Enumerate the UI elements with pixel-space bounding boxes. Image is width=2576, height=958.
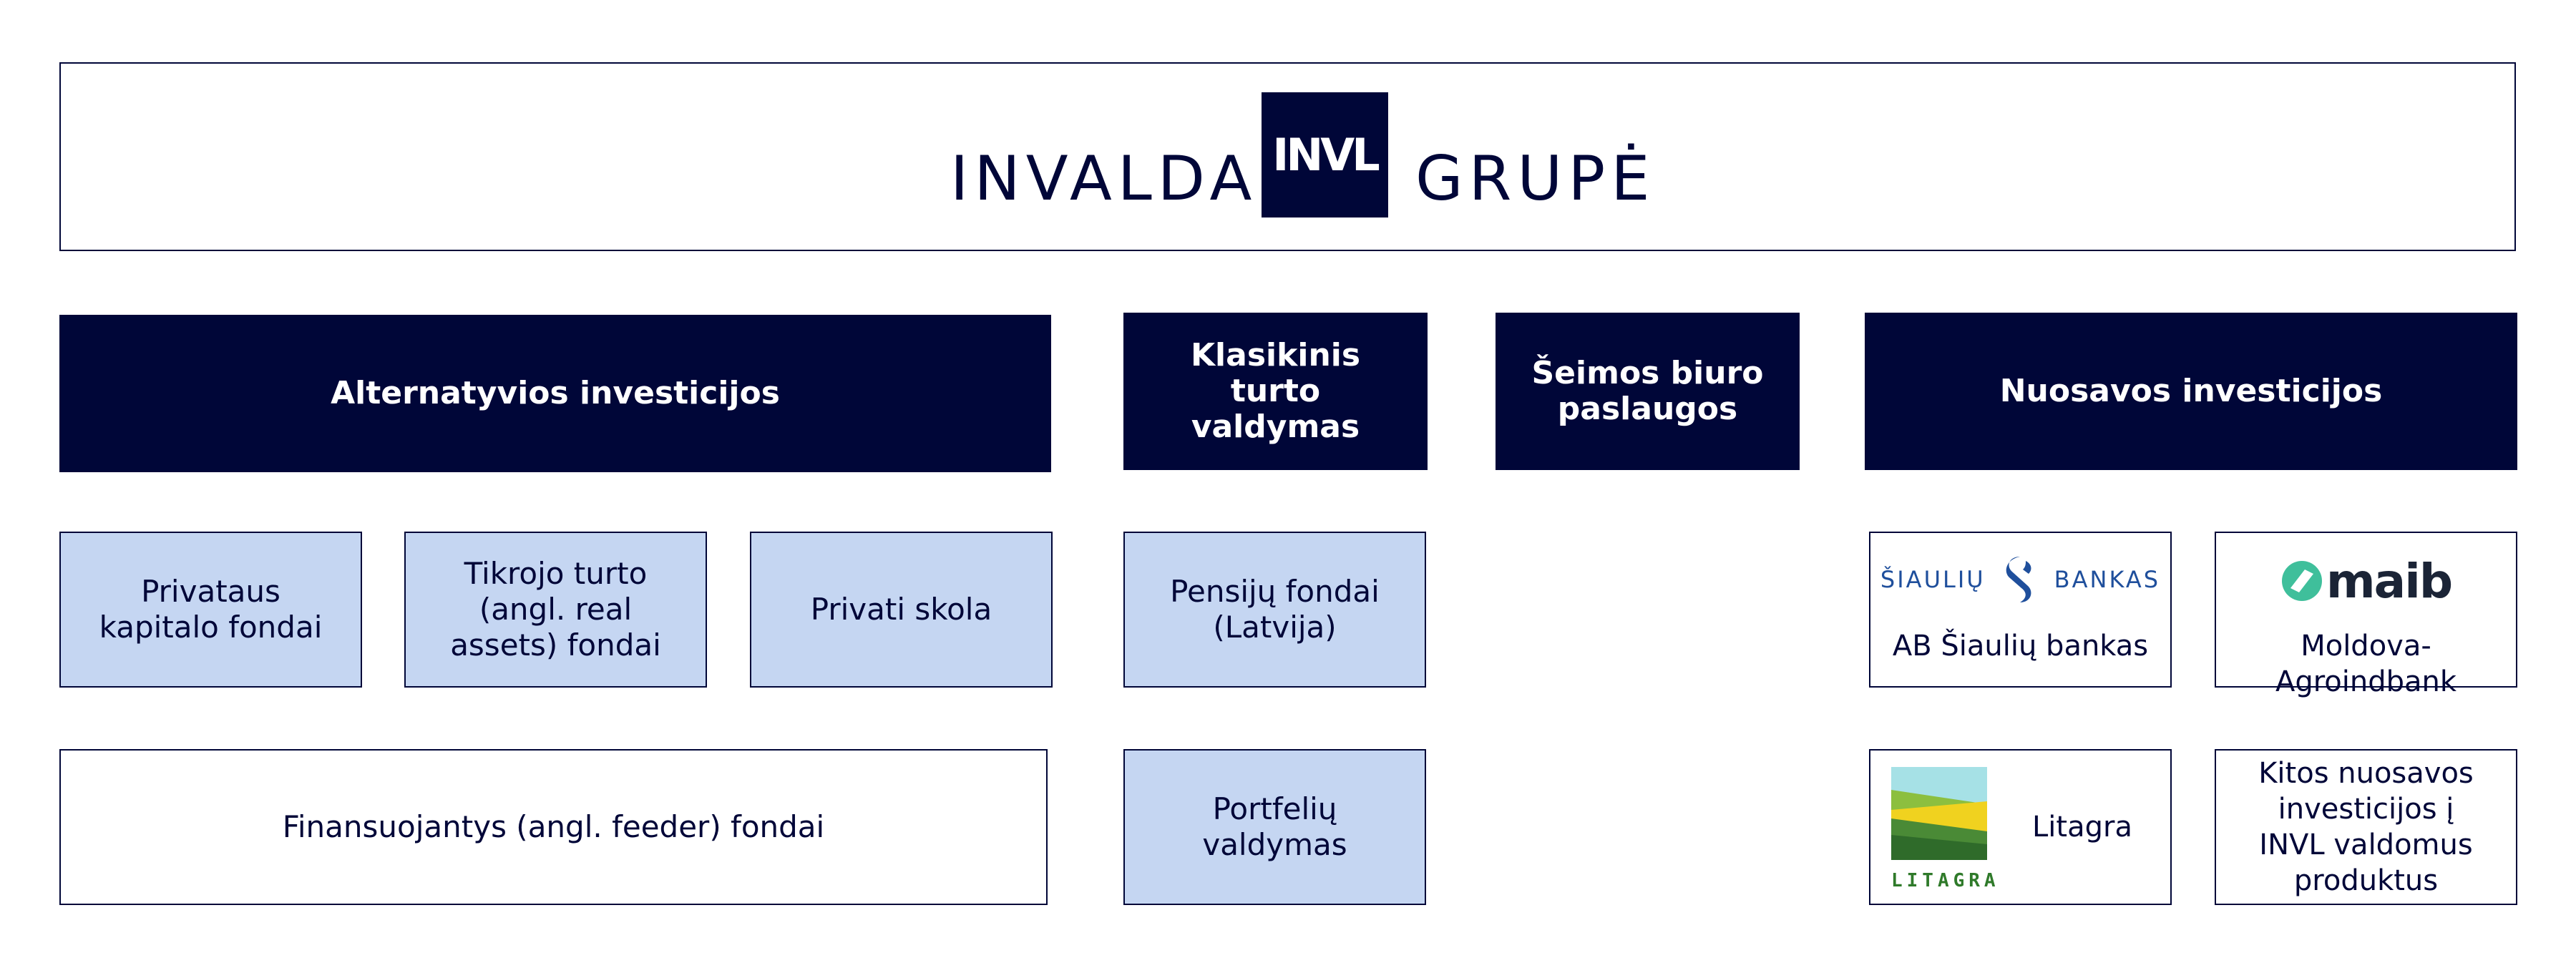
invl-logo-icon: [1262, 92, 1388, 217]
siauliu-logo-right: BANKAS: [2054, 566, 2161, 593]
header-own: [1865, 313, 2517, 470]
header-classic-label: Klasikinis turto valdymas: [1190, 337, 1361, 445]
banner-right-text: GRUPĖ: [1415, 143, 1656, 215]
siauliu-bankas-logo-icon: [1869, 551, 2172, 608]
header-family-label: Šeimos biuro paslaugos: [1531, 355, 1764, 427]
maib-label: Moldova-Agroindbank: [2275, 630, 2457, 698]
siauliu-bankas-label: AB Šiaulių bankas: [1892, 630, 2149, 663]
header-classic: [1123, 313, 1428, 470]
other-investments-label: Kitos nuosavos investicijos į INVL valdomus produktus: [2258, 757, 2474, 897]
private-capital-box: [59, 532, 362, 688]
maib-logo-text: maib: [2326, 553, 2452, 609]
maib-mark-icon: [2280, 559, 2323, 602]
other-investments-box: [2215, 749, 2517, 905]
feeder-funds-label: Finansuojantys (angl. feeder) fondai: [282, 809, 825, 844]
litagra-label: Litagra: [2032, 811, 2132, 844]
header-own-label: Nuosavos investicijos: [1999, 373, 2383, 409]
litagra-logo-icon: [1891, 767, 2000, 893]
banner-left-text: INVALDA: [950, 143, 1258, 215]
pension-funds-label: Pensijų fondai (Latvija): [1170, 574, 1380, 645]
maib-logo-icon: [2215, 552, 2517, 610]
real-assets-box: [404, 532, 707, 688]
header-family: [1496, 313, 1800, 470]
litagra-logo-text: LITAGRA: [1891, 870, 2000, 891]
siauliu-s-mark-icon: [1999, 554, 2041, 605]
header-alternative-label: Alternatyvios investicijos: [331, 375, 780, 411]
siauliu-logo-left: ŠIAULIŲ: [1880, 566, 1986, 593]
private-capital-label: Privataus kapitalo fondai: [99, 574, 323, 645]
litagra-emblem-icon: [1891, 767, 1987, 860]
real-assets-label: Tikrojo turto (angl. real assets) fondai: [450, 556, 661, 663]
private-debt-label: Privati skola: [810, 592, 992, 627]
pension-funds-box: [1123, 532, 1426, 688]
private-debt-box: [750, 532, 1053, 688]
portfolio-management-box: [1123, 749, 1426, 905]
invl-logo-text: INVL: [1272, 129, 1377, 181]
feeder-funds-box: [59, 749, 1048, 905]
portfolio-management-label: Portfelių valdymas: [1202, 791, 1347, 862]
header-alternative: [59, 315, 1051, 472]
